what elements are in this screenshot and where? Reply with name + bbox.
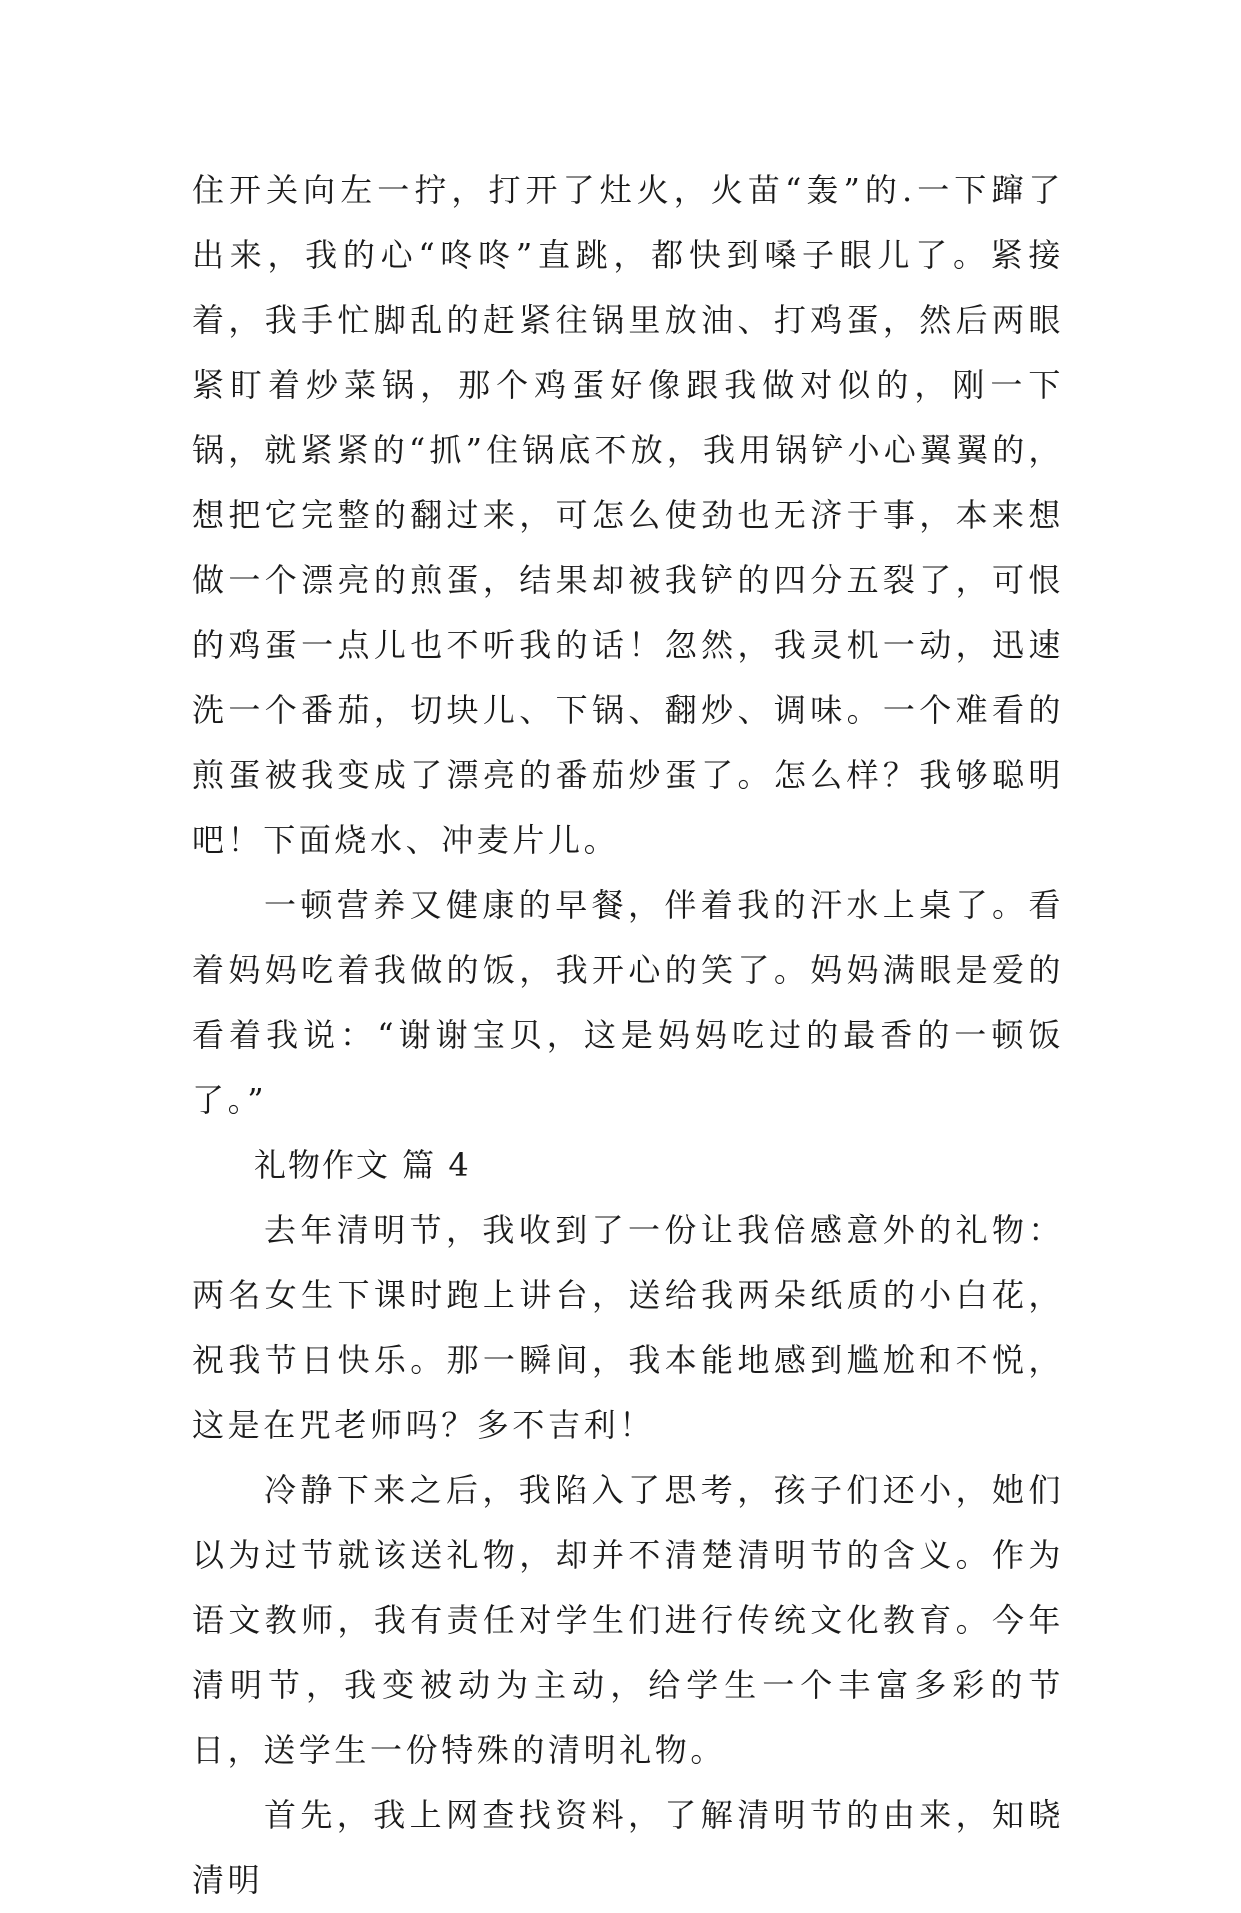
paragraph-4: 冷静下来之后，我陷入了思考，孩子们还小，她们以为过节就该送礼物，却并不清楚清明节的含义。作为语文教师，我有责任对学生们进行传统文化教育。今年清明节，我变被动为主动，给学生一个丰富多彩的节日，送学生一份特殊的清明礼物。 xyxy=(192,1471,1064,1769)
document-body xyxy=(192,158,1064,1913)
paragraph-5: 首先，我上网查找资料，了解清明节的由来，知晓清明 xyxy=(192,1796,1064,1899)
paragraph-2: 一顿营养又健康的早餐，伴着我的汗水上桌了。看着妈妈吃着我做的饭，我开心的笑了。妈妈满眼是爱的看着我说：“谢谢宝贝，这是妈妈吃过的最香的一顿饭了。” xyxy=(192,886,1064,1119)
paragraph-3: 去年清明节，我收到了一份让我倍感意外的礼物：两名女生下课时跑上讲台，送给我两朵纸质的小白花，祝我节日快乐。那一瞬间，我本能地感到尴尬和不悦，这是在咒老师吗？多不吉利！ xyxy=(192,1211,1064,1444)
paragraph-1: 住开关向左一拧，打开了灶火，火苗“轰”的.一下蹿了出来，我的心“咚咚”直跳，都快到嗓子眼儿了。紧接着，我手忙脚乱的赶紧往锅里放油、打鸡蛋，然后两眼紧盯着炒菜锅，那个鸡蛋好像跟我做对似的，刚一下锅，就紧紧的“抓”住锅底不放，我用锅铲小心翼翼的，想把它完整的翻过来，可怎么使劲也无济于事，本来想做一个漂亮的煎蛋，结果却被我铲的四分五裂了，可恨的鸡蛋一点儿也不听我的话！忽然，我灵机一动，迅速洗一个番茄，切块儿、下锅、翻炒、调味。一个难看的煎蛋被我变成了漂亮的番茄炒蛋了。怎么样？我够聪明吧！下面烧水、冲麦片儿。 xyxy=(192,171,1064,859)
section-heading: 礼物作文 篇 4 xyxy=(254,1146,471,1184)
